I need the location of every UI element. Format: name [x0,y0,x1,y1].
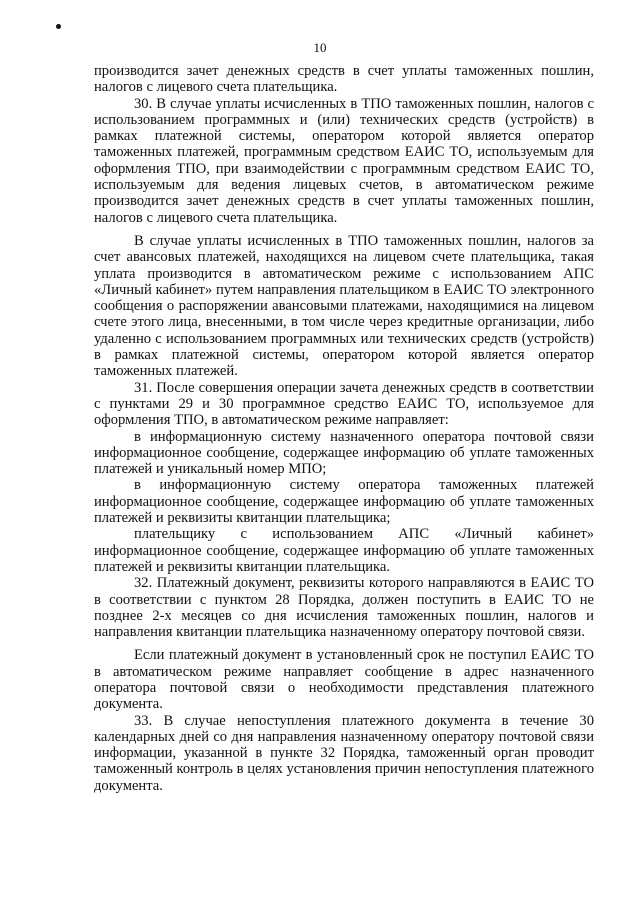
document-body [94,63,594,794]
paragraph-32: 32. Платежный документ, реквизиты которого направляются в ЕАИС ТО в соответствии с пунктом 28 Порядка, должен поступить в ЕАИС ТО не позднее 2-х месяцев со дня исчисления таможенных пошлин, налогов и направления квитанции плательщика назначенному оператору почтовой связи. [94,575,594,641]
paragraph-31-payer: плательщику с использованием АПС «Личный кабинет» информационное сообщение, содержащее информацию об уплате таможенных платежей и реквизиты квитанции плательщика. [94,526,594,575]
paragraph-31-operator: в информационную систему оператора таможенных платежей информационное сообщение, содержащее информацию об уплате таможенных платежей и реквизиты квитанции плательщика; [94,477,594,527]
paragraph-continuation: производится зачет денежных средств в счет уплаты таможенных пошлин, налогов с лицевого счета плательщика. [94,63,594,96]
scan-mark [56,24,61,29]
paragraph-30: 30. В случае уплаты исчисленных в ТПО таможенных пошлин, налогов с использованием программных и (или) технических средств (устройств) в рамках платежной системы, оператором которой является оператор таможенных платежей, программным средством ЕАИС ТО, используемым для оформления ТПО, при взаимодействии с программным средством ЕАИС ТО, используемым для ведения лицевых счетов, в автоматическом режиме производится зачет денежных средств в счет уплаты таможенных пошлин, налогов с лицевого счета плательщика. [94,95,594,226]
paragraph-30-advance: В случае уплаты исчисленных в ТПО таможенных пошлин, налогов за счет авансовых платежей, находящихся на лицевом счете плательщика, такая уплата производится в автоматическом режиме с использованием АПС «Личный кабинет» путем направления плательщиком в ЕАИС ТО электронного сообщения о распоряжении авансовыми платежами, находящимися на лицевом счете этого лица, внесенными, в том числе через кредитные организации, либо удаленно с использованием программных или технических средств (устройств) в рамках платежной системы, оператором которой является оператор таможенных платежей. [94,232,594,380]
paragraph-31: 31. После совершения операции зачета денежных средств в соответствии с пунктами 29 и 30 программное средство ЕАИС ТО, используемое для оформления ТПО, в автоматическом режиме направляет: [94,379,594,429]
paragraph-31-postal: в информационную систему назначенного оператора почтовой связи информационное сообщение, содержащее информацию об уплате таможенных платежей и уникальный номер МПО; [94,428,594,478]
paragraph-33: 33. В случае непоступления платежного документа в течение 30 календарных дней со дня направления назначенному оператору почтовой связи информации, указанной в пункте 32 Порядка, таможенный орган проводит таможенный контроль в целях установления причин непоступления платежного документа. [94,712,594,794]
page-number: 10 [313,40,327,55]
paragraph-32-notice: Если платежный документ в установленный срок не поступил ЕАИС ТО в автоматическом режиме направляет сообщение в адрес назначенного оператора почтовой связи о необходимости представления платежного документа. [94,647,594,713]
